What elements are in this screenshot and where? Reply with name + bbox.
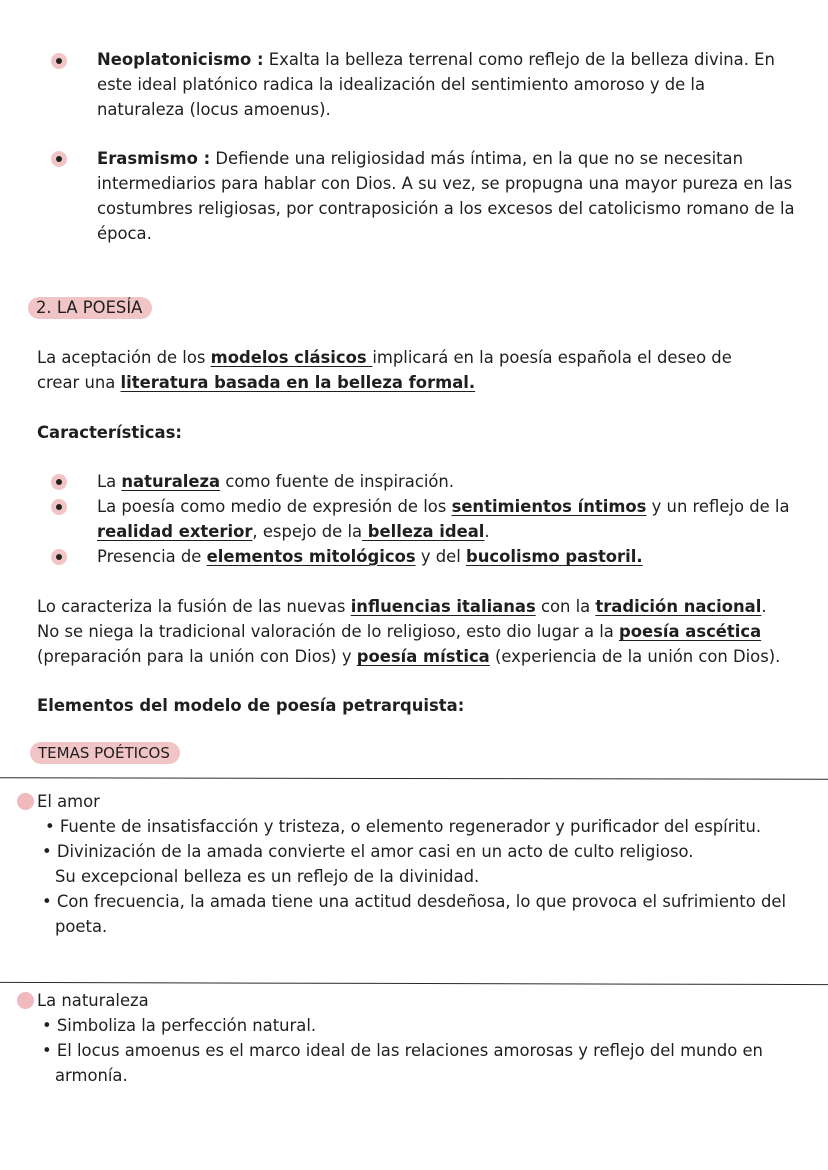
text: (preparación para la unión con Dios) y — [37, 647, 357, 666]
tema-item: Su excepcional belleza es un reflejo de la divinidad. — [55, 867, 480, 886]
text: implicará en la poesía española el deseo de crear una — [37, 348, 732, 392]
underlined-text: sentimientos íntimos — [451, 497, 647, 516]
tema-item: • Divinización de la amada convierte el amor casi en un acto de culto religioso. — [42, 842, 694, 861]
section-heading: 2. LA POESÍA — [28, 297, 152, 319]
label: Elementos del modelo de poesía petrarquista: — [37, 696, 465, 715]
bullet-icon — [51, 151, 67, 167]
text: Lo caracteriza la fusión de las nuevas — [37, 597, 351, 616]
tema-item: armonía. — [55, 1066, 128, 1085]
underlined-text: tradición nacional — [595, 597, 762, 616]
caracteristica-item — [97, 494, 797, 544]
text: La — [97, 472, 122, 491]
bullet-text: Exalta la belleza terrenal como reflejo de la belleza divina. En este ideal platónico radica la idealización del sentimiento amoroso y de la naturaleza (locus amoenus). — [97, 50, 775, 119]
petrarquista-label — [37, 693, 464, 718]
underlined-text: poesía mística — [356, 647, 490, 666]
bullet-erasmismo — [97, 146, 797, 246]
text: y un reflejo de la — [646, 497, 790, 516]
text: La poesía como medio de expresión de los — [97, 497, 452, 516]
bullet-icon — [51, 474, 67, 490]
text: y del — [415, 547, 466, 566]
tema-item: • Fuente de insatisfacción y tristeza, o elemento regenerador y purificador del espíritu. — [45, 817, 762, 836]
bullet-icon — [51, 549, 67, 565]
text: La aceptación de los — [37, 348, 211, 367]
text: como fuente de inspiración. — [220, 472, 455, 491]
temas-heading: TEMAS POÉTICOS — [30, 742, 180, 764]
tema-item: • El locus amoenus es el marco ideal de las relaciones amorosas y reflejo del mundo en — [42, 1041, 763, 1060]
pink-dot-icon — [17, 793, 34, 810]
underlined-text: belleza ideal — [362, 522, 485, 541]
label: Características: — [37, 423, 182, 442]
underlined-text: literatura basada en la belleza formal. — [120, 373, 476, 392]
underlined-text: naturaleza — [121, 472, 221, 491]
bullet-neoplatonicismo — [97, 47, 787, 122]
text: con la — [535, 597, 596, 616]
bullet-text: Defiende una religiosidad más íntima, en la que no se necesitan intermediarios para hablar con Dios. A su vez, se propugna una mayor pureza en las costumbres religiosas, por contraposición a los excesos del catolicismo romano de la época. — [97, 149, 795, 243]
caracteristica-item — [97, 544, 797, 569]
underlined-text: elementos mitológicos — [206, 547, 416, 566]
text: , espejo de la — [252, 522, 363, 541]
underlined-text: modelos clásicos — [210, 348, 373, 367]
term: Neoplatonicismo : — [97, 50, 264, 69]
pink-dot-icon — [17, 992, 34, 1009]
underlined-text: poesía ascética — [619, 622, 762, 641]
intro-paragraph — [37, 345, 777, 395]
tema-item: poeta. — [55, 917, 108, 936]
caracteristica-item — [97, 469, 797, 494]
text: Presencia de — [97, 547, 207, 566]
underlined-text: realidad exterior — [97, 522, 253, 541]
tema-title: La naturaleza — [37, 991, 149, 1010]
text: . No se niega la tradicional valoración de lo religioso, esto dio lugar a la — [37, 597, 767, 641]
divider — [0, 777, 828, 779]
bullet-icon — [51, 53, 67, 69]
tema-item: • Con frecuencia, la amada tiene una actitud desdeñosa, lo que provoca el sufrimiento del — [42, 892, 787, 911]
caracteristicas-label — [37, 420, 182, 445]
text: (experiencia de la unión con Dios). — [489, 647, 781, 666]
term: Erasmismo : — [97, 149, 211, 168]
underlined-text: bucolismo pastoril. — [466, 547, 643, 566]
text: . — [484, 522, 490, 541]
divider — [0, 982, 828, 985]
fusion-paragraph — [37, 594, 782, 669]
tema-item: • Simboliza la perfección natural. — [42, 1016, 317, 1035]
underlined-text: influencias italianas — [350, 597, 536, 616]
bullet-icon — [51, 499, 67, 515]
tema-title: El amor — [37, 792, 100, 811]
